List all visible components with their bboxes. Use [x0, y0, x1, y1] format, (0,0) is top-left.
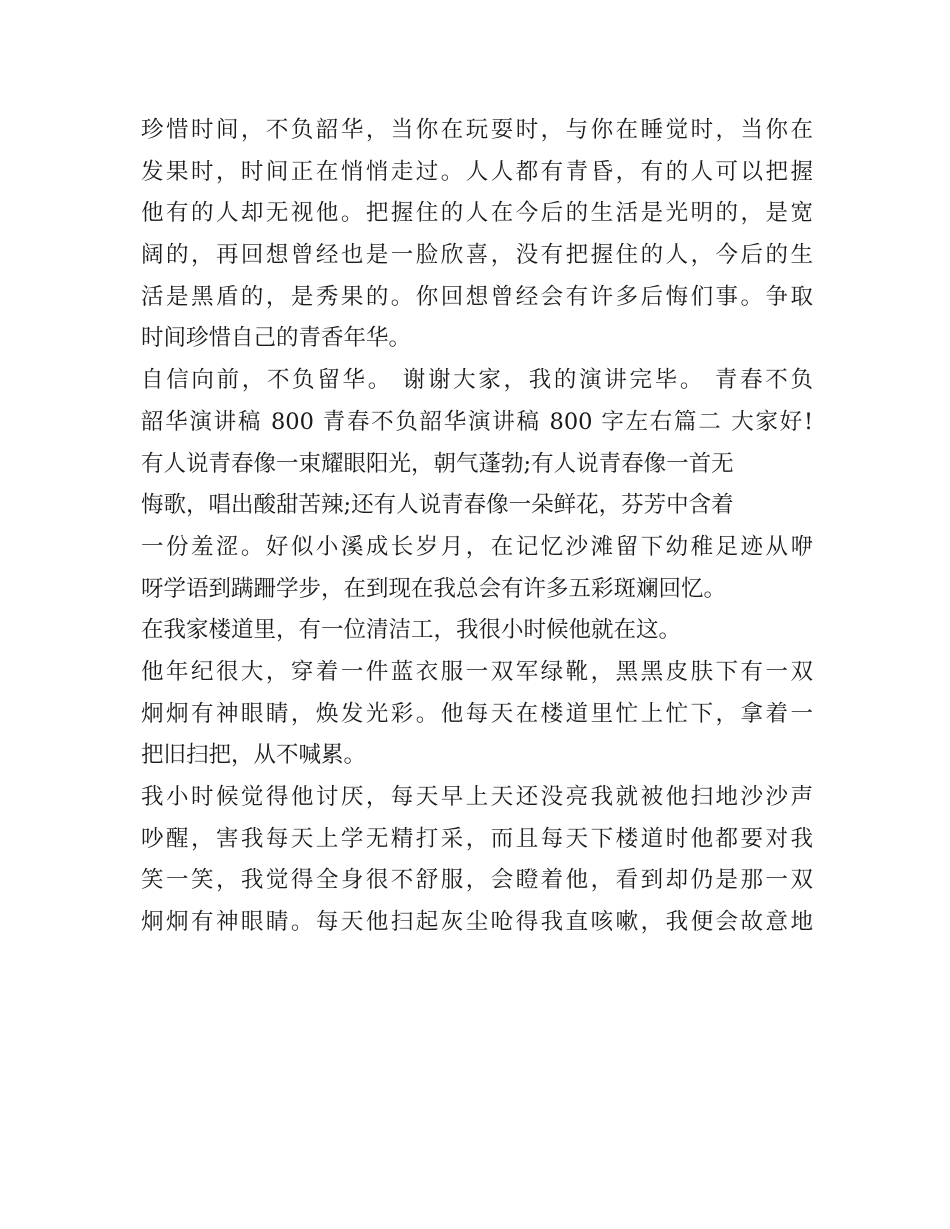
- text-line: 呀学语到蹒跚学步，在到现在我总会有许多五彩斑斓回忆。: [141, 575, 727, 602]
- document-body: [141, 110, 813, 944]
- text-line: 把旧扫把，从不喊累。: [141, 742, 367, 769]
- text-line: 一份羞涩。好似小溪成长岁月，在记忆沙滩留下幼稚足迹从咿: [141, 533, 813, 560]
- text-line: 有人说青春像一束耀眼阳光，朝气蓬勃;有人说青春像一首无: [141, 450, 734, 477]
- text-line: 韶华演讲稿 800 青春不负韶华演讲稿 800 字左右篇二 大家好!: [141, 408, 813, 435]
- text-line: 吵醒，害我每天上学无精打采，而且每天下楼道时他都要对我: [141, 825, 813, 852]
- text-line: 珍惜时间，不负韶华，当你在玩耍时，与你在睡觉时，当你在: [141, 117, 813, 143]
- text-line: 时间珍惜自己的青香年华。: [141, 325, 412, 352]
- text-line: 炯炯有神眼睛。每天他扫起灰尘呛得我直咳嗽，我便会故意地: [141, 909, 813, 936]
- text-line: 阔的，再回想曾经也是一脸欣喜，没有把握住的人，今后的生: [141, 242, 813, 269]
- text-line: 活是黑盾的，是秀果的。你回想曾经会有许多后悔们事。争取: [141, 283, 813, 310]
- text-line: 他有的人却无视他。把握住的人在今后的生活是光明的，是宽: [141, 200, 813, 227]
- text-line: 笑一笑，我觉得全身很不舒服，会瞪着他，看到却仍是那一双: [141, 867, 813, 894]
- text-line: 他年纪很大，穿着一件蓝衣服一双军绿靴，黑黑皮肤下有一双: [141, 658, 813, 685]
- text-line: 自信向前，不负留华。 谢谢大家，我的演讲完毕。 青春不负: [141, 367, 813, 394]
- text-line: 炯炯有神眼睛，焕发光彩。他每天在楼道里忙上忙下，拿着一: [141, 700, 813, 727]
- text-line: 在我家楼道里，有一位清洁工，我很小时候他就在这。: [141, 617, 682, 644]
- text-line: 我小时候觉得他讨厌，每天早上天还没亮我就被他扫地沙沙声: [141, 784, 813, 810]
- text-line: 悔歌，唱出酸甜苦辣;还有人说青春像一朵鲜花，芬芳中含着: [141, 492, 734, 519]
- text-line: 发果时，时间正在悄悄走过。人人都有青昏，有的人可以把握: [141, 158, 813, 185]
